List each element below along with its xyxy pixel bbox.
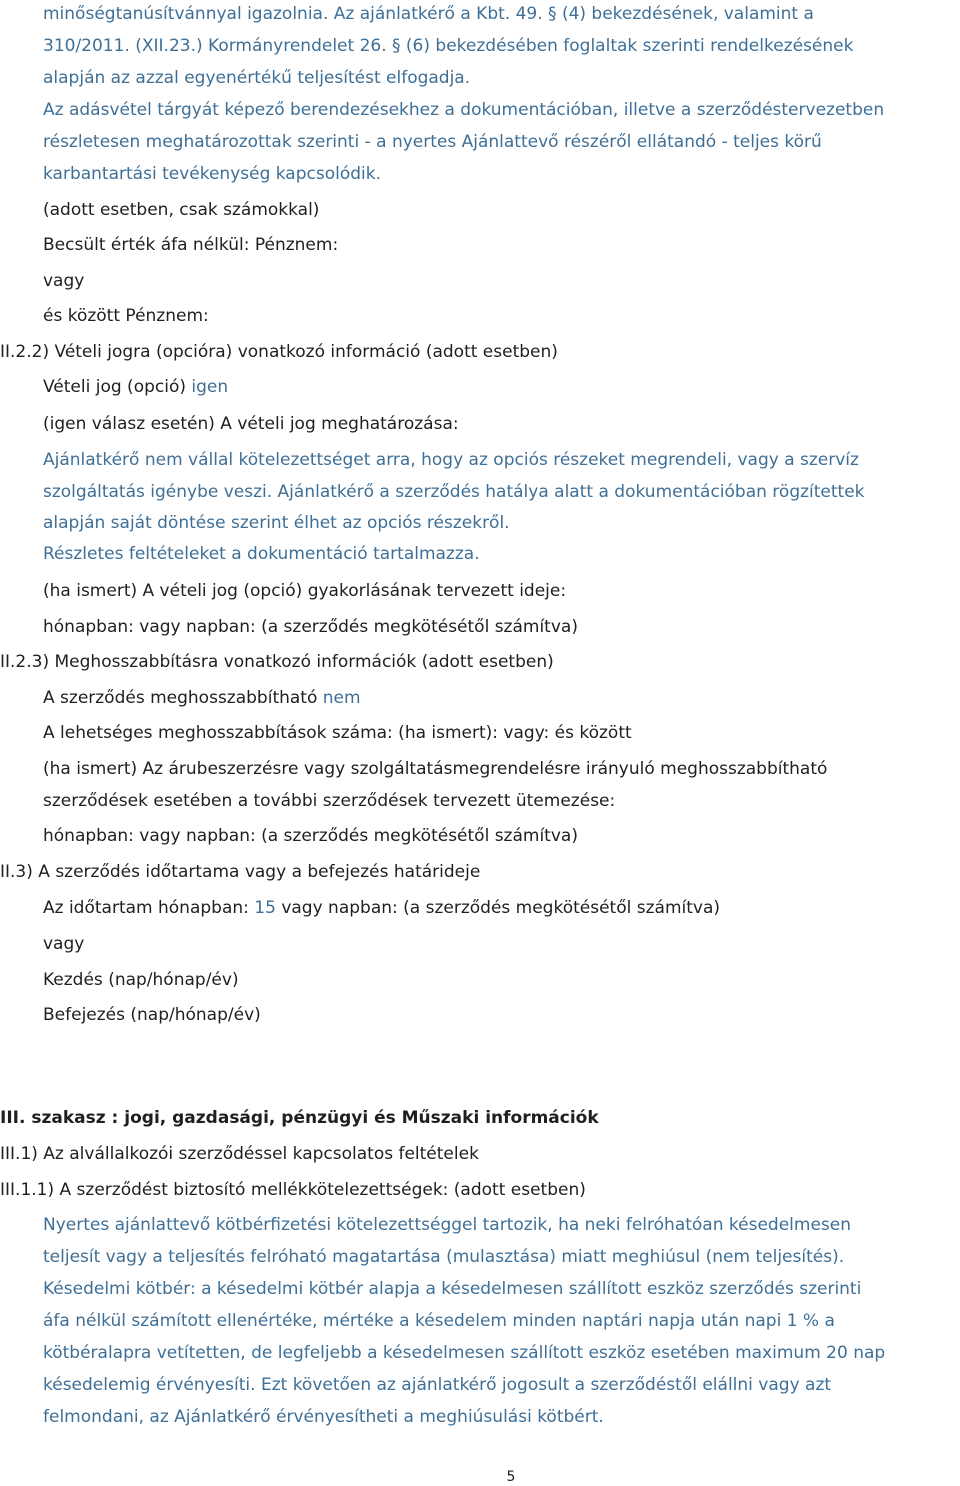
renewal-row xyxy=(43,687,361,709)
penalty-line-6: késedelemig érvényesíti. Ezt követően az ajánlatkérő jogosult a szerződéstől elállni vagy azt xyxy=(43,1375,832,1395)
penalty-line-5: kötbéralapra vetítetten, de legfeljebb a késedelmesen szállított eszköz esetében maximum 20 nap xyxy=(43,1343,886,1363)
option-answer: igen xyxy=(191,377,229,397)
penalty-line-4: áfa nélkül számított ellenértéke, mértéke a késedelem minden naptári napja után napi 1 % a xyxy=(43,1311,835,1331)
estimated-value-label: Becsült érték áfa nélkül: Pénznem: xyxy=(43,235,339,255)
page-number: 5 xyxy=(506,1469,516,1485)
intro-line-4: Az adásvétel tárgyát képező berendezésekhez a dokumentációban, illetve a szerződéstervezetben xyxy=(43,100,885,120)
penalty-line-3: Késedelmi kötbér: a késedelmi kötbér alapja a késedelmesen szállított eszköz szerződés szerinti xyxy=(43,1279,862,1299)
duration-start: Kezdés (nap/hónap/év) xyxy=(43,970,239,990)
renewal-heading: II.2.3) Meghosszabbításra vonatkozó információk (adott esetben) xyxy=(0,652,554,672)
duration-months-label: Az időtartam hónapban: xyxy=(43,898,249,918)
intro-line-1: minőségtanúsítvánnyal igazolnia. Az ajánlatkérő a Kbt. 49. § (4) bekezdésének, valamint a xyxy=(43,4,814,24)
value-or: vagy xyxy=(43,271,85,291)
duration-months-suffix: vagy napban: (a szerződés megkötésétől számítva) xyxy=(281,898,721,918)
option-desc-2: szolgáltatás igénybe veszi. Ajánlatkérő a szerződés hatálya alatt a dokumentációban rögzítettek xyxy=(43,482,865,502)
renewal-schedule-2: szerződések esetében a további szerződések tervezett ütemezése: xyxy=(43,791,616,811)
duration-months-value: 15 xyxy=(254,898,276,918)
options-heading: II.2.2) Vételi jogra (opcióra) vonatkozó információ (adott esetben) xyxy=(0,342,558,362)
section-3-1-1-heading: III.1.1) A szerződést biztosító mellékkötelezettségek: (adott esetben) xyxy=(0,1180,586,1200)
option-timing-label: (ha ismert) A vételi jog (opció) gyakorlásának tervezett ideje: xyxy=(43,581,567,601)
duration-months-row xyxy=(43,897,720,919)
value-note: (adott esetben, csak számokkal) xyxy=(43,200,320,220)
duration-end: Befejezés (nap/hónap/év) xyxy=(43,1005,261,1025)
option-timing-value: hónapban: vagy napban: (a szerződés megkötésétől számítva) xyxy=(43,617,578,637)
renewal-label: A szerződés meghosszabbítható xyxy=(43,688,318,708)
intro-line-2: 310/2011. (XII.23.) Kormányrendelet 26. § (6) bekezdésében foglaltak szerinti rendelkezésének xyxy=(43,36,854,56)
penalty-line-2: teljesít vagy a teljesítés felróható magatartása (mulasztása) miatt meghiúsul (nem teljesítés). xyxy=(43,1247,845,1267)
intro-line-6: karbantartási tevékenység kapcsolódik. xyxy=(43,164,382,184)
renewal-schedule-1: (ha ismert) Az árubeszerzésre vagy szolgáltatásmegrendelésre irányuló meghosszabbítható xyxy=(43,759,828,779)
value-between: és között Pénznem: xyxy=(43,306,209,326)
renewal-timing-value: hónapban: vagy napban: (a szerződés megkötésétől számítva) xyxy=(43,826,578,846)
duration-or: vagy xyxy=(43,934,85,954)
intro-line-5: részletesen meghatározottak szerinti - a nyertes Ajánlattevő részéről ellátandó - teljes körű xyxy=(43,132,822,152)
option-desc-4: Részletes feltételeket a dokumentáció tartalmazza. xyxy=(43,544,480,564)
intro-line-3: alapján az azzal egyenértékű teljesítést elfogadja. xyxy=(43,68,471,88)
section-3-title: III. szakasz : jogi, gazdasági, pénzügyi és Műszaki információk xyxy=(0,1108,599,1128)
option-row xyxy=(43,376,228,398)
penalty-line-1: Nyertes ajánlattevő kötbérfizetési kötelezettséggel tartozik, ha neki felróhatóan késedelmesen xyxy=(43,1215,851,1235)
option-definition-label: (igen válasz esetén) A vételi jog meghatározása: xyxy=(43,414,459,434)
section-3-1-heading: III.1) Az alvállalkozói szerződéssel kapcsolatos feltételek xyxy=(0,1144,479,1164)
renewal-answer: nem xyxy=(322,688,361,708)
option-desc-3: alapján saját döntése szerint élhet az opciós részekről. xyxy=(43,513,510,533)
renewal-count: A lehetséges meghosszabbítások száma: (ha ismert): vagy: és között xyxy=(43,723,632,743)
option-label: Vételi jog (opció) xyxy=(43,377,186,397)
duration-heading: II.3) A szerződés időtartama vagy a befejezés határideje xyxy=(0,862,481,882)
penalty-line-7: felmondani, az Ajánlatkérő érvényesítheti a meghiúsulási kötbért. xyxy=(43,1407,604,1427)
option-desc-1: Ajánlatkérő nem vállal kötelezettséget arra, hogy az opciós részeket megrendeli, vagy a szervíz xyxy=(43,450,859,470)
